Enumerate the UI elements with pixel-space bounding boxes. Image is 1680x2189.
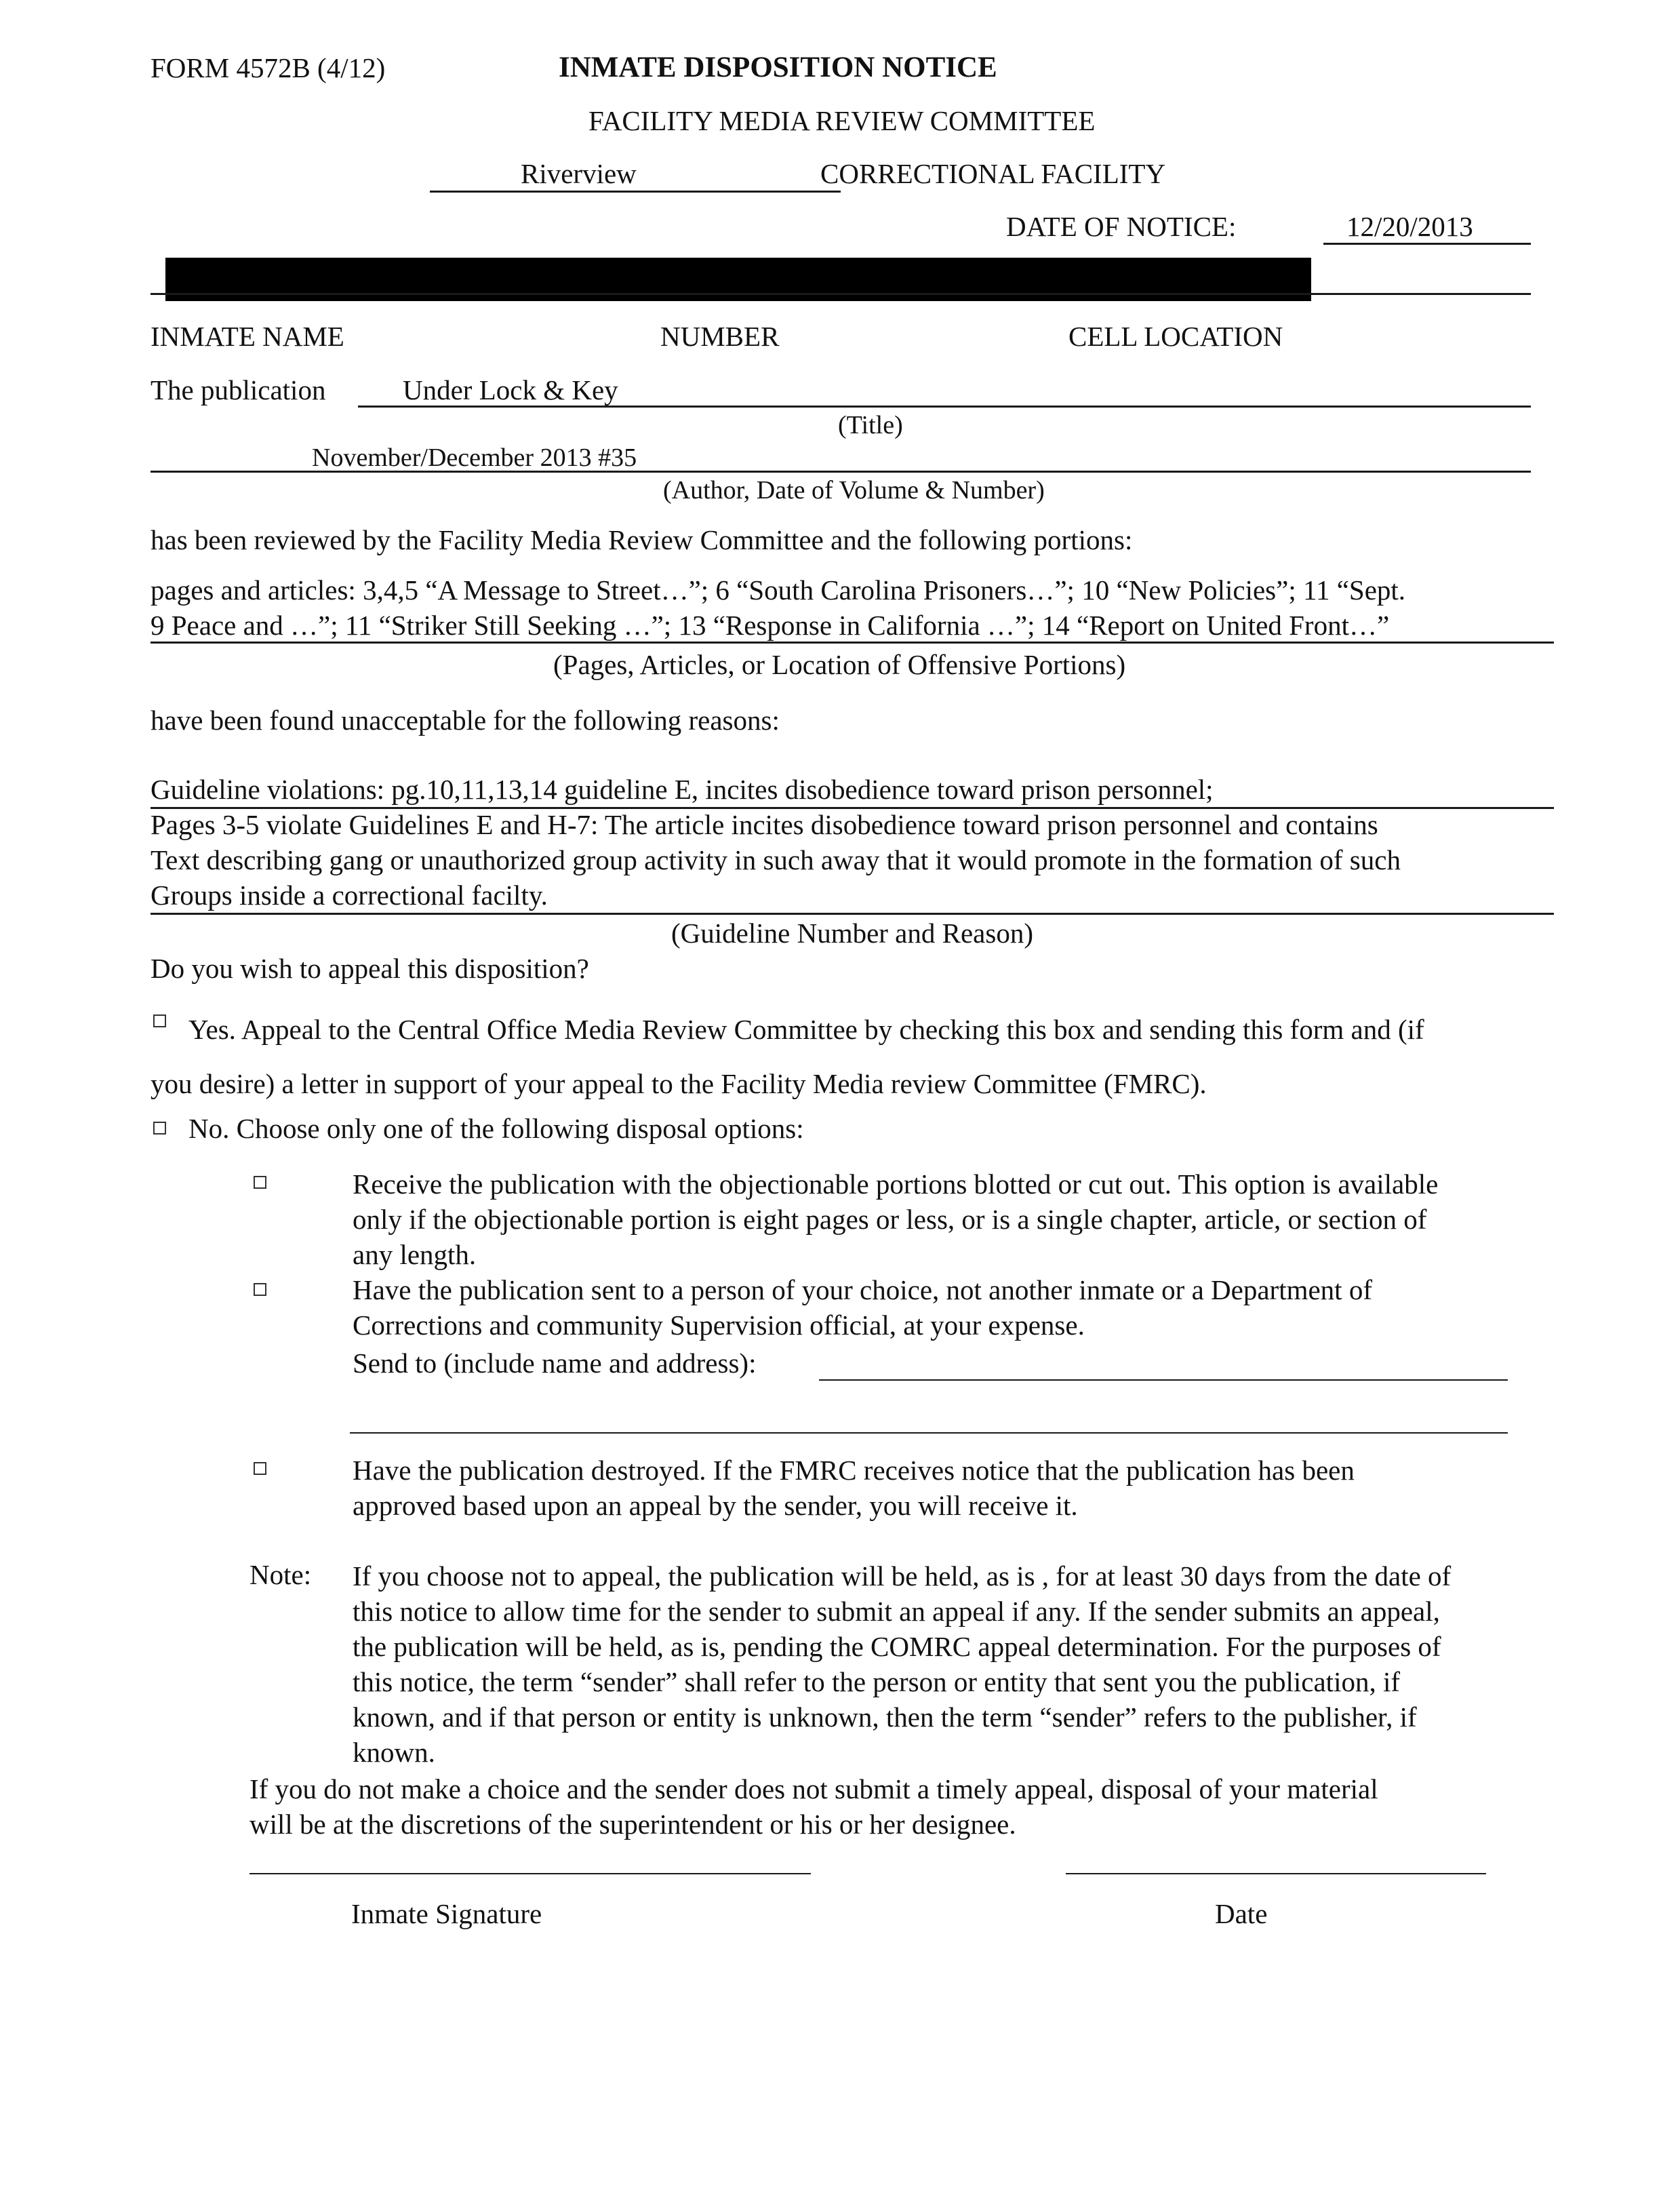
send-option-line: Have the publication sent to a person of your choice, not another inmate or a Department of bbox=[353, 1274, 1372, 1305]
reasons-caption: (Guideline Number and Reason) bbox=[671, 918, 1033, 949]
send-option-text bbox=[353, 1272, 1372, 1343]
receive-option-line: any length. bbox=[353, 1239, 477, 1270]
note-line: known. bbox=[353, 1737, 435, 1768]
facility-name: Riverview bbox=[521, 158, 637, 189]
document-subtitle: FACILITY MEDIA REVIEW COMMITTEE bbox=[588, 105, 1096, 136]
note-line: this notice, the term “sender” shall refer to the person or entity that sent you the publication, if bbox=[353, 1666, 1401, 1697]
publication-volume-caption: (Author, Date of Volume & Number) bbox=[663, 476, 1045, 505]
date-of-notice-label: DATE OF NOTICE: bbox=[1006, 211, 1237, 242]
reasons-underline-1 bbox=[151, 807, 1554, 809]
note-line: the publication will be held, as is, pending the COMRC appeal determination. For the purposes of bbox=[353, 1631, 1441, 1662]
facility-suffix: CORRECTIONAL FACILITY bbox=[820, 158, 1166, 189]
inmate-number-label: NUMBER bbox=[660, 321, 780, 352]
unacceptable-statement: have been found unacceptable for the following reasons: bbox=[151, 705, 780, 736]
reason-line: Guideline violations: pg.10,11,13,14 guideline E, incites disobedience toward prison personnel; bbox=[151, 774, 1214, 805]
receive-option-text bbox=[353, 1166, 1438, 1272]
send-option-line: Corrections and community Supervision official, at your expense. bbox=[353, 1309, 1085, 1341]
send-to-line-2[interactable] bbox=[350, 1432, 1508, 1434]
note-line: known, and if that person or entity is unknown, then the term “sender” refers to the publisher, if bbox=[353, 1701, 1417, 1733]
cell-location-label: CELL LOCATION bbox=[1068, 321, 1283, 352]
inmate-info-line bbox=[151, 293, 1531, 295]
offending-portions-line: pages and articles: 3,4,5 “A Message to Street…”; 6 “South Carolina Prisoners…”; 10 “New Policies”; 11 “Sept. bbox=[151, 574, 1406, 606]
receive-option-line: Receive the publication with the objectionable portions blotted or cut out. This option is available bbox=[353, 1168, 1439, 1200]
yes-appeal-line: you desire) a letter in support of your appeal to the Facility Media review Committee (FMRC). bbox=[151, 1068, 1207, 1099]
publication-volume-line bbox=[151, 471, 1531, 473]
yes-appeal-text bbox=[151, 1002, 1424, 1111]
no-appeal-text: No. Choose only one of the following disposal options: bbox=[188, 1113, 804, 1144]
publication-title-line bbox=[358, 406, 1531, 408]
reasons-underline-4 bbox=[151, 913, 1554, 915]
review-intro: has been reviewed by the Facility Media Review Committee and the following portions: bbox=[151, 524, 1133, 555]
note-label: Note: bbox=[249, 1559, 312, 1590]
closing-line: If you do not make a choice and the sender does not submit a timely appeal, disposal of your material bbox=[249, 1773, 1378, 1805]
facility-name-line bbox=[430, 191, 841, 193]
send-to-label: Send to (include name and address): bbox=[353, 1347, 757, 1379]
inmate-signature-line[interactable] bbox=[249, 1873, 811, 1874]
note-line: this notice to allow time for the sender to submit an appeal if any. If the sender submits an appeal, bbox=[353, 1596, 1440, 1627]
reason-line: Groups inside a correctional facilty. bbox=[151, 880, 548, 911]
receive-option-line: only if the objectionable portion is eight pages or less, or is a single chapter, article, or section of bbox=[353, 1204, 1427, 1235]
publication-title-value: Under Lock & Key bbox=[403, 374, 618, 406]
date-of-notice-value: 12/20/2013 bbox=[1346, 211, 1473, 242]
closing-line: will be at the discretions of the superintendent or his or her designee. bbox=[249, 1809, 1016, 1840]
inmate-signature-label: Inmate Signature bbox=[351, 1898, 542, 1929]
note-text bbox=[353, 1558, 1451, 1770]
portions-caption: (Pages, Articles, or Location of Offensive Portions) bbox=[553, 649, 1126, 680]
appeal-question: Do you wish to appeal this disposition? bbox=[151, 953, 589, 984]
signature-date-line[interactable] bbox=[1066, 1873, 1486, 1874]
receive-option-checkbox[interactable] bbox=[254, 1176, 266, 1189]
closing-statement bbox=[249, 1771, 1378, 1842]
date-of-notice-line bbox=[1323, 243, 1531, 245]
publication-lead: The publication bbox=[151, 374, 326, 406]
note-line: If you choose not to appeal, the publication will be held, as is , for at least 30 days from the date of bbox=[353, 1560, 1452, 1592]
signature-date-label: Date bbox=[1215, 1898, 1268, 1929]
inmate-name-label: INMATE NAME bbox=[151, 321, 344, 352]
reasons-text bbox=[151, 772, 1401, 913]
offending-portions bbox=[151, 572, 1405, 643]
no-appeal-checkbox[interactable] bbox=[153, 1122, 166, 1135]
document-title: INMATE DISPOSITION NOTICE bbox=[559, 52, 997, 83]
form-number: FORM 4572B (4/12) bbox=[151, 52, 386, 83]
destroy-option-line: Have the publication destroyed. If the FMRC receives notice that the publication has been bbox=[353, 1455, 1355, 1486]
reason-line: Pages 3-5 violate Guidelines E and H-7: The article incites disobedience toward prison personnel and contains bbox=[151, 809, 1378, 840]
send-option-checkbox[interactable] bbox=[254, 1283, 266, 1296]
send-to-line-1[interactable] bbox=[819, 1379, 1508, 1381]
publication-title-caption: (Title) bbox=[838, 411, 903, 439]
destroy-option-checkbox[interactable] bbox=[254, 1462, 266, 1475]
offending-portions-line: 9 Peace and …”; 11 “Striker Still Seeking …”; 13 “Response in California …”; 14 “Report on United Front…” bbox=[151, 610, 1390, 641]
portions-underline bbox=[151, 642, 1554, 644]
destroy-option-line: approved based upon an appeal by the sender, you will receive it. bbox=[353, 1490, 1078, 1521]
destroy-option-text bbox=[353, 1453, 1355, 1523]
yes-appeal-line: Yes. Appeal to the Central Office Media Review Committee by checking this box and sending this form and (if bbox=[188, 1014, 1424, 1045]
reason-line: Text describing gang or unauthorized group activity in such away that it would promote in the formation of such bbox=[151, 844, 1401, 875]
publication-volume-value: November/December 2013 #35 bbox=[312, 443, 637, 472]
